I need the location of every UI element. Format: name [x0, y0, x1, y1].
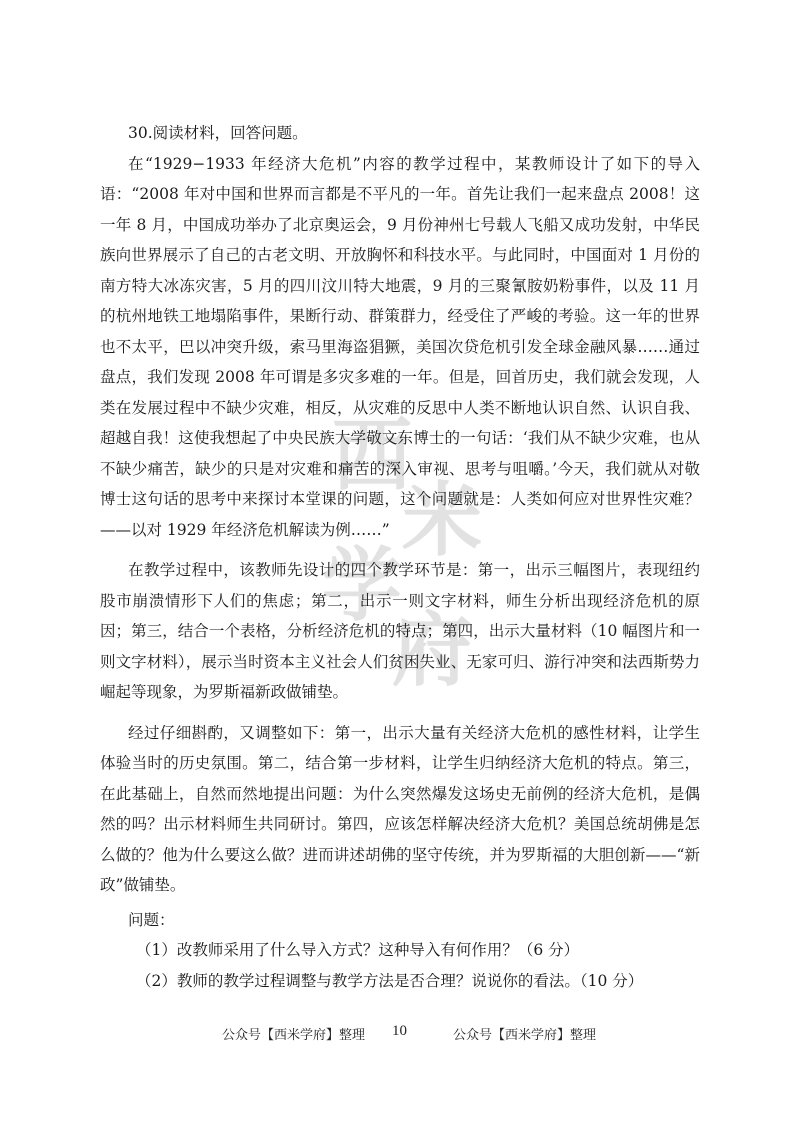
watermark-char-1: 西	[332, 409, 412, 502]
footer-left-credit: 公众号【西米学府】整理	[222, 1027, 366, 1042]
questions-label: 问题：	[128, 910, 175, 929]
watermark-char-2: 米	[402, 474, 482, 567]
watermark-char-4: 府	[392, 604, 472, 697]
page-number: 10	[392, 1023, 407, 1039]
question-title: 30.阅读材料，回答问题。	[128, 124, 308, 142]
watermark-char-3: 学	[322, 539, 402, 632]
material-paragraph-2: 在教学过程中，该教师先设计的四个教学环节是：第一，出示三幅图片，表现纽约股市崩溃情形下人们的焦虑；第二，出示一则文字材料，师生分析出现经济危机的原因；第三，结合一个表格，分析经济危机的特点；第四，出示大量材料（10 幅图片和一则文字材料），展示当时资本主义社会人们贫困失业、无家可归、游行冲突和法西斯势力崛起等现象，为罗斯福新政做铺垫。	[100, 561, 700, 701]
question-content	[100, 118, 700, 996]
footer-right-credit: 公众号【西米学府】整理	[453, 1027, 597, 1042]
material-paragraph-3: 经过仔细斟酌，又调整如下：第一，出示大量有关经济大危机的感性材料，让学生体验当时的历史氛围。第二，结合第一步材料，让学生归纳经济大危机的特点。第三，在此基础上，自然而然地提出问题：为什么突然爆发这场史无前例的经济大危机，是偶然的吗？出示材料师生共同研讨。第四，应该怎样解决经济大危机？美国总统胡佛是怎么做的？他为什么要这么做？进而讲述胡佛的坚守传统，并为罗斯福的大胆创新——“新政”做铺垫。	[100, 723, 700, 894]
material-paragraph-1: 在“1929−1933 年经济大危机”内容的教学过程中，某教师设计了如下的导入语：“2008 年对中国和世界而言都是不平凡的一年。首先让我们一起来盘点 2008！这一年 8 月，中国成功举办了北京奥运会，9 月份神州七号载人飞船又成功发射，中华民族向世界展示了自己的古老文明、开放胸怀和科技水平。与此同时，中国面对 1 月份的南方特大冰冻灾害，5 月的四川汶川特大地震，9 月的三聚氰胺奶粉事件，以及 11 月的杭州地铁工地塌陷事件，果断行动、群策群力，经受住了严峻的考验。这一年的世界也不太平，巴以冲突升级，索马里海盗猖獗，美国次贷危机引发全球金融风暴……通过盘点，我们发现 2008 年可谓是多灾多难的一年。但是，回首历史，我们就会发现，人类在发展过程中不缺少灾难，相反，从灾难的反思中人类不断地认识自然、认识自我、超越自我！这使我想起了中央民族大学敬文东博士的一句话：‘我们从不缺少灾难，也从不缺少痛苦，缺少的只是对灾难和痛苦的深入审视、思考与咀嚼。’今天，我们就从对敬博士这句话的思考中来探讨本堂课的问题，这个问题就是：人类如何应对世界性灾难？——以对 1929 年经济危机解读为例……”	[100, 154, 700, 539]
sub-question-1: （1）改教师采用了什么导入方式？这种导入有何作用？（6 分）	[136, 941, 580, 959]
sub-question-2: （2）教师的教学过程调整与教学方法是否合理？说说你的看法。（10 分）	[136, 971, 644, 990]
